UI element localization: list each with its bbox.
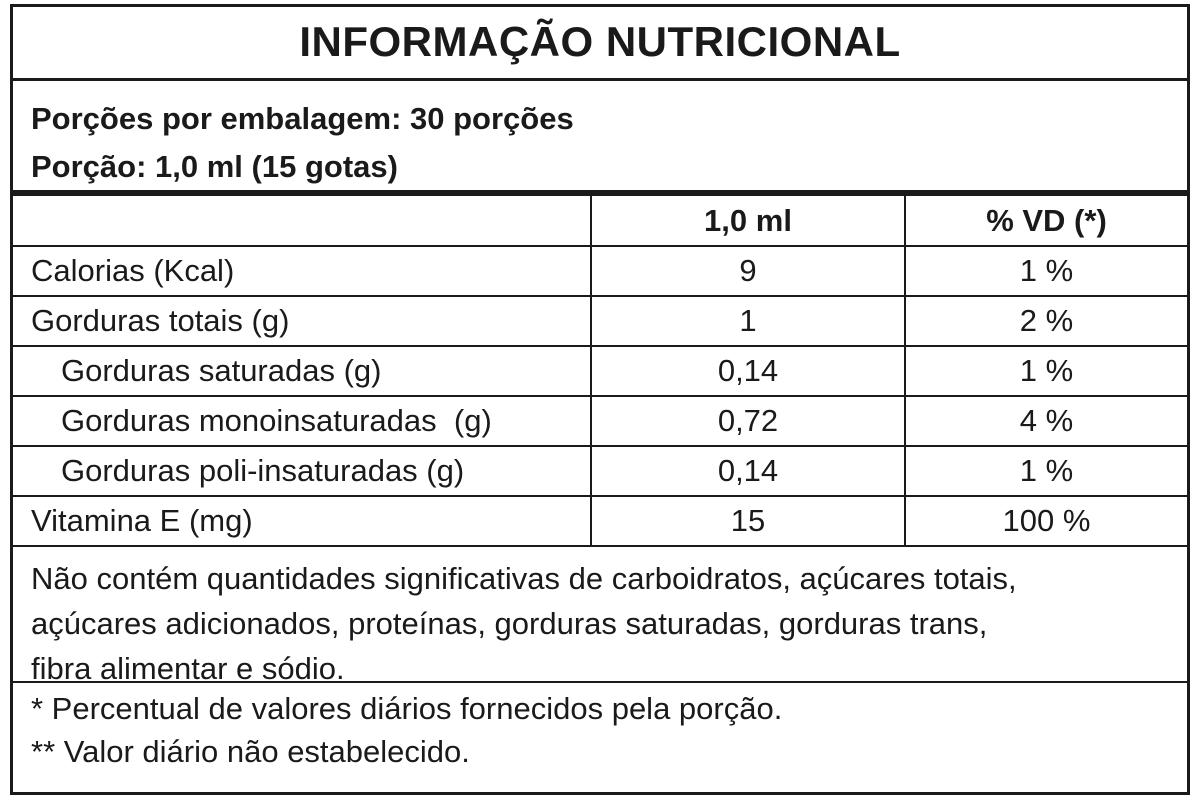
footnotes: [13, 683, 1187, 773]
serving-info: [13, 81, 1187, 196]
nutrition-facts-label: [10, 4, 1190, 795]
nutrient-amount: 1: [591, 296, 905, 346]
header-nutrient-cell: [13, 196, 591, 246]
table-row: [13, 396, 1187, 446]
table-row: [13, 446, 1187, 496]
nutrient-amount: 15: [591, 496, 905, 546]
nutrient-name: Gorduras poli-insaturadas (g): [13, 446, 591, 496]
note-line: fibra alimentar e sódio.: [31, 651, 345, 683]
footnote-daily-values: * Percentual de valores diários fornecidos pela porção.: [31, 691, 783, 726]
header-daily-value: % VD (*): [905, 196, 1187, 246]
nutrient-name: Gorduras monoinsaturadas (g): [13, 396, 591, 446]
table-row: [13, 346, 1187, 396]
not-significant-note: [13, 547, 1187, 683]
nutrient-daily-value: 2 %: [905, 296, 1187, 346]
note-line: açúcares adicionados, proteínas, gorduras saturadas, gorduras trans,: [31, 606, 988, 641]
nutrient-daily-value: 1 %: [905, 246, 1187, 296]
nutrient-name: Gorduras saturadas (g): [13, 346, 591, 396]
header-amount: 1,0 ml: [591, 196, 905, 246]
nutrient-table: [13, 196, 1187, 547]
nutrient-daily-value: 4 %: [905, 396, 1187, 446]
table-header-row: [13, 196, 1187, 246]
nutrient-name: Gorduras totais (g): [13, 296, 591, 346]
table-row: [13, 496, 1187, 546]
nutrient-daily-value: 1 %: [905, 446, 1187, 496]
nutrient-amount: 0,14: [591, 346, 905, 396]
serving-size: Porção: 1,0 ml (15 gotas): [31, 149, 398, 184]
table-row: [13, 296, 1187, 346]
nutrient-name: Calorias (Kcal): [13, 246, 591, 296]
table-row: [13, 246, 1187, 296]
nutrient-daily-value: 100 %: [905, 496, 1187, 546]
footnote-not-established: ** Valor diário não estabelecido.: [31, 734, 470, 769]
nutrient-daily-value: 1 %: [905, 346, 1187, 396]
note-line: Não contém quantidades significativas de carboidratos, açúcares totais,: [31, 561, 1017, 596]
nutrient-amount: 9: [591, 246, 905, 296]
nutrient-name: Vitamina E (mg): [13, 496, 591, 546]
nutrient-amount: 0,14: [591, 446, 905, 496]
label-title: INFORMAÇÃO NUTRICIONAL: [13, 7, 1187, 81]
nutrient-amount: 0,72: [591, 396, 905, 446]
servings-per-package: Porções por embalagem: 30 porções: [31, 101, 574, 136]
